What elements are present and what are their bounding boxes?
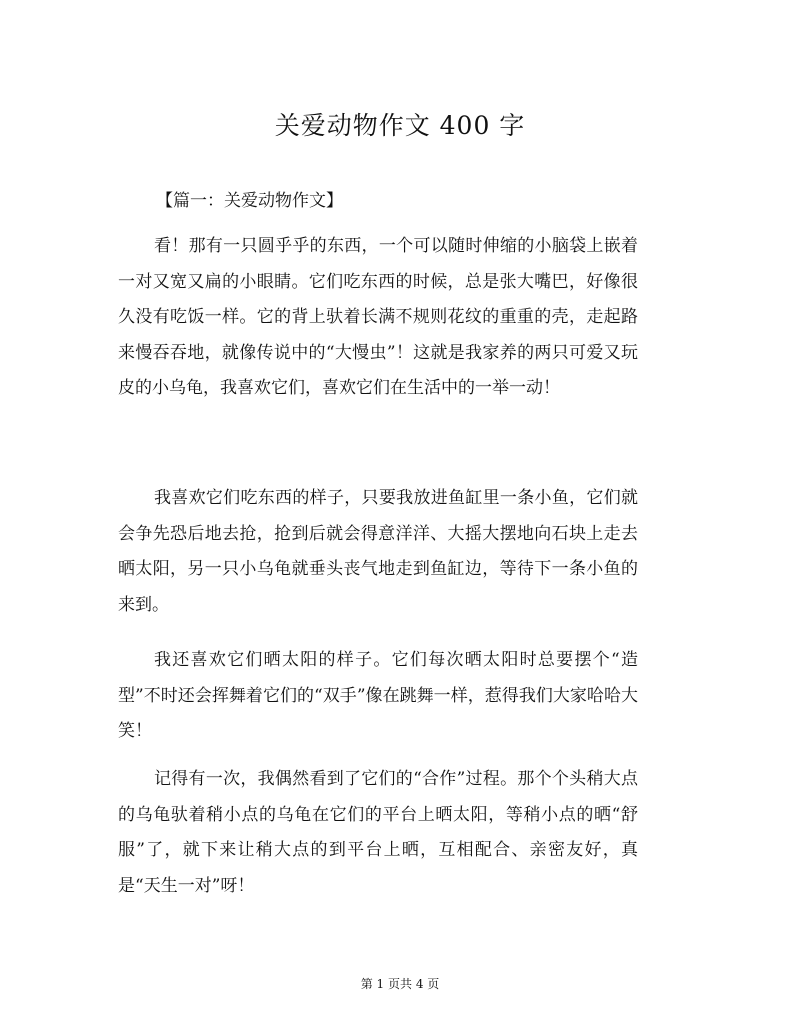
paragraph-1: 看！那有一只圆乎乎的东西，一个可以随时伸缩的小脑袋上嵌着一对又宽又扁的小眼睛。它们吃东西的时候，总是张大嘴巴，好像很久没有吃饭一样。它的背上驮着长满不规则花纹的重重的壳，走起路来慢吞吞地，就像传说中的“大慢虫”！这就是我家养的两只可爱又玩皮的小乌龟，我喜欢它们，喜欢它们在生活中的一举一动！	[118, 236, 638, 398]
paragraph-4: 记得有一次，我偶然看到了它们的“合作”过程。那个个头稍大点的乌龟驮着稍小点的乌龟在它们的平台上晒太阳，等稍小点的晒“舒服”了，就下来让稍大点的到平台上晒，互相配合、亲密友好，真是“天生一对”呀！	[118, 769, 638, 896]
paragraph-3: 我还喜欢它们晒太阳的样子。它们每次晒太阳时总要摆个“造型”不时还会挥舞着它们的“双手”像在跳舞一样，惹得我们大家哈哈大笑！	[118, 650, 638, 741]
page-footer: 第 1 页共 4 页	[360, 977, 440, 991]
paragraph-2: 我喜欢它们吃东西的样子，只要我放进鱼缸里一条小鱼，它们就会争先恐后地去抢，抢到后就会得意洋洋、大摇大摆地向石块上走去晒太阳，另一只小乌龟就垂头丧气地走到鱼缸边，等待下一条小鱼的来到。	[118, 488, 638, 615]
section-heading: 【篇一：关爱动物作文】	[156, 191, 343, 211]
document-title: 关爱动物作文 400 字	[274, 111, 526, 140]
